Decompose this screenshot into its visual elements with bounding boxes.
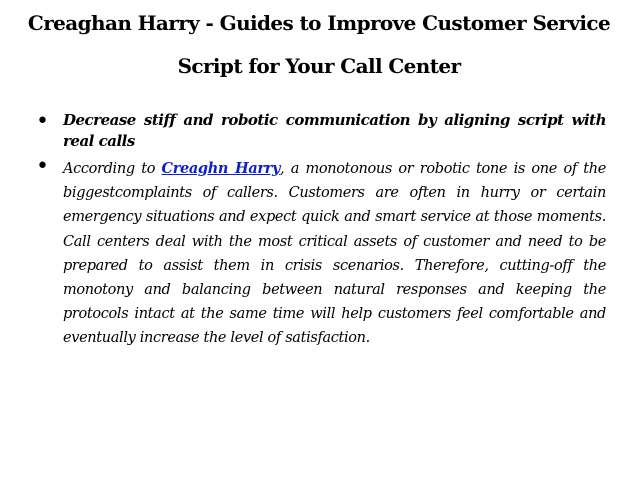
bullet-text-body: , a monotonous or robotic tone is one of the biggestcomplaints of callers. Customers are often in hurry or certain emergency situations and expect quick and smart service at those moments. Call centers deal with the most critical assets of customer and need to be prepared to assist them in crisis scenarios. Therefore, cutting-off the monotony and balancing between natural responses and keeping the protocols intact at the same time will help customers feel comfortable and eventually increase the level of satisfaction. bbox=[63, 161, 607, 347]
bullet-item bbox=[36, 110, 606, 152]
bullet-item bbox=[36, 155, 606, 351]
bullet-icon: • bbox=[36, 109, 49, 134]
bullet-list bbox=[36, 110, 606, 354]
creaghn-harry-link[interactable]: Creaghn Harry bbox=[161, 160, 281, 177]
slide-title: Creaghan Harry - Guides to Improve Customer Service Script for Your Call Center bbox=[27, 11, 611, 78]
bullet-text: Decrease stiff and robotic communication by aligning script with real calls bbox=[63, 111, 606, 150]
bullet-text-intro: According to bbox=[63, 161, 162, 177]
bullet-icon: • bbox=[36, 154, 49, 179]
